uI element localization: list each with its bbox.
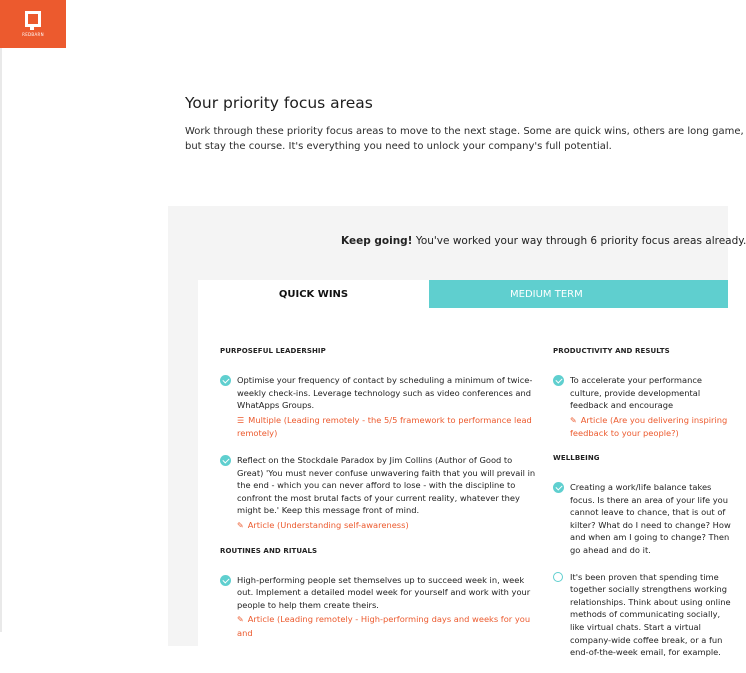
term-tabs [198,280,728,308]
list-icon: ☰ [237,415,245,425]
check-circle-icon[interactable] [220,375,231,386]
left-column [220,347,540,654]
resource-link-label: Multiple (Leading remotely - the 5/5 framework to performance lead remotely) [237,414,532,439]
focus-item-text: High-performing people set themselves up to succeed week in, week out. Implement a detailed model week for yourself and work with your people to help them create theirs. [237,574,531,610]
section-title-purposeful-leadership: PURPOSEFUL LEADERSHIP [220,347,326,355]
right-column [553,347,733,673]
resource-link-label: Article (Are you delivering inspiring feedback to your people?) [570,414,728,439]
pencil-icon: ✎ [570,415,577,425]
empty-circle-icon[interactable] [553,572,563,582]
progress-message [341,235,746,247]
focus-item [220,374,540,440]
pencil-icon: ✎ [237,520,244,530]
section-title-routines-and-rituals: ROUTINES AND RITUALS [220,546,318,555]
logo-icon [25,11,41,27]
focus-item [553,374,733,440]
left-border [0,48,2,632]
pencil-icon: ✎ [237,615,244,625]
intro-text: Work through these priority focus areas to move to the next stage. Some are quick wins, others are long game, but stay the course. It's everything you need to unlock your company's full potential. [185,126,744,152]
focus-item [220,574,540,640]
section-title-wellbeing: WELLBEING [553,453,600,462]
focus-item [553,481,733,557]
focus-item-text: It's been proven that spending time together socially strengthens working relationships. Think about using online methods of communicating socially, like virtual chats. Start a virtual company-wide coffee break, or a fun end-of-the-week email, for example. [570,571,731,658]
resource-link[interactable] [570,414,733,440]
focus-item [220,454,540,533]
check-circle-icon[interactable] [553,482,564,493]
resource-link[interactable] [237,613,540,639]
focus-item-text: Optimise your frequency of contact by scheduling a minimum of twice-weekly check-ins. Leverage technology such as video conferences and WhatApps Groups. [237,375,533,411]
page-title: Your priority focus areas [185,94,373,112]
check-circle-icon[interactable] [220,455,231,466]
section-title-productivity-and-results: PRODUCTIVITY AND RESULTS [553,347,670,355]
logo-wordmark: REDBARN [22,32,44,37]
brand-logo[interactable] [0,0,66,48]
check-circle-icon[interactable] [553,375,564,386]
resource-link-label: Article (Understanding self-awareness) [247,519,409,530]
progress-bold: Keep going! [341,235,413,247]
check-circle-icon[interactable] [220,575,231,586]
resource-link-label: Article (Leading remotely - High-performing days and weeks for you and [237,614,531,638]
focus-item-text: Reflect on the Stockdale Paradox by Jim Collins (Author of Good to Great) 'You must never confuse unwavering faith that you will prevail in the end - which you can never afford to lose - with the discipline to confront the most brutal facts of your current reality, whatever they might be.' Keep this message front of mind. [237,454,536,516]
focus-item [553,571,733,659]
resource-link[interactable] [237,414,540,440]
tab-medium-term[interactable]: MEDIUM TERM [429,280,728,308]
resource-link[interactable] [237,519,540,533]
focus-item-text: To accelerate your performance culture, provide developmental feedback and encourage [570,375,703,411]
progress-rest: You've worked your way through 6 priority focus areas already. [412,235,746,247]
focus-item-text: Creating a work/life balance takes focus. Is there an area of your life you cannot leave to chance, that is out of kilter? What do I need to change? How and when am I going to change? Then go ahead and do it. [570,481,731,555]
tab-quick-wins[interactable]: QUICK WINS [198,280,429,308]
